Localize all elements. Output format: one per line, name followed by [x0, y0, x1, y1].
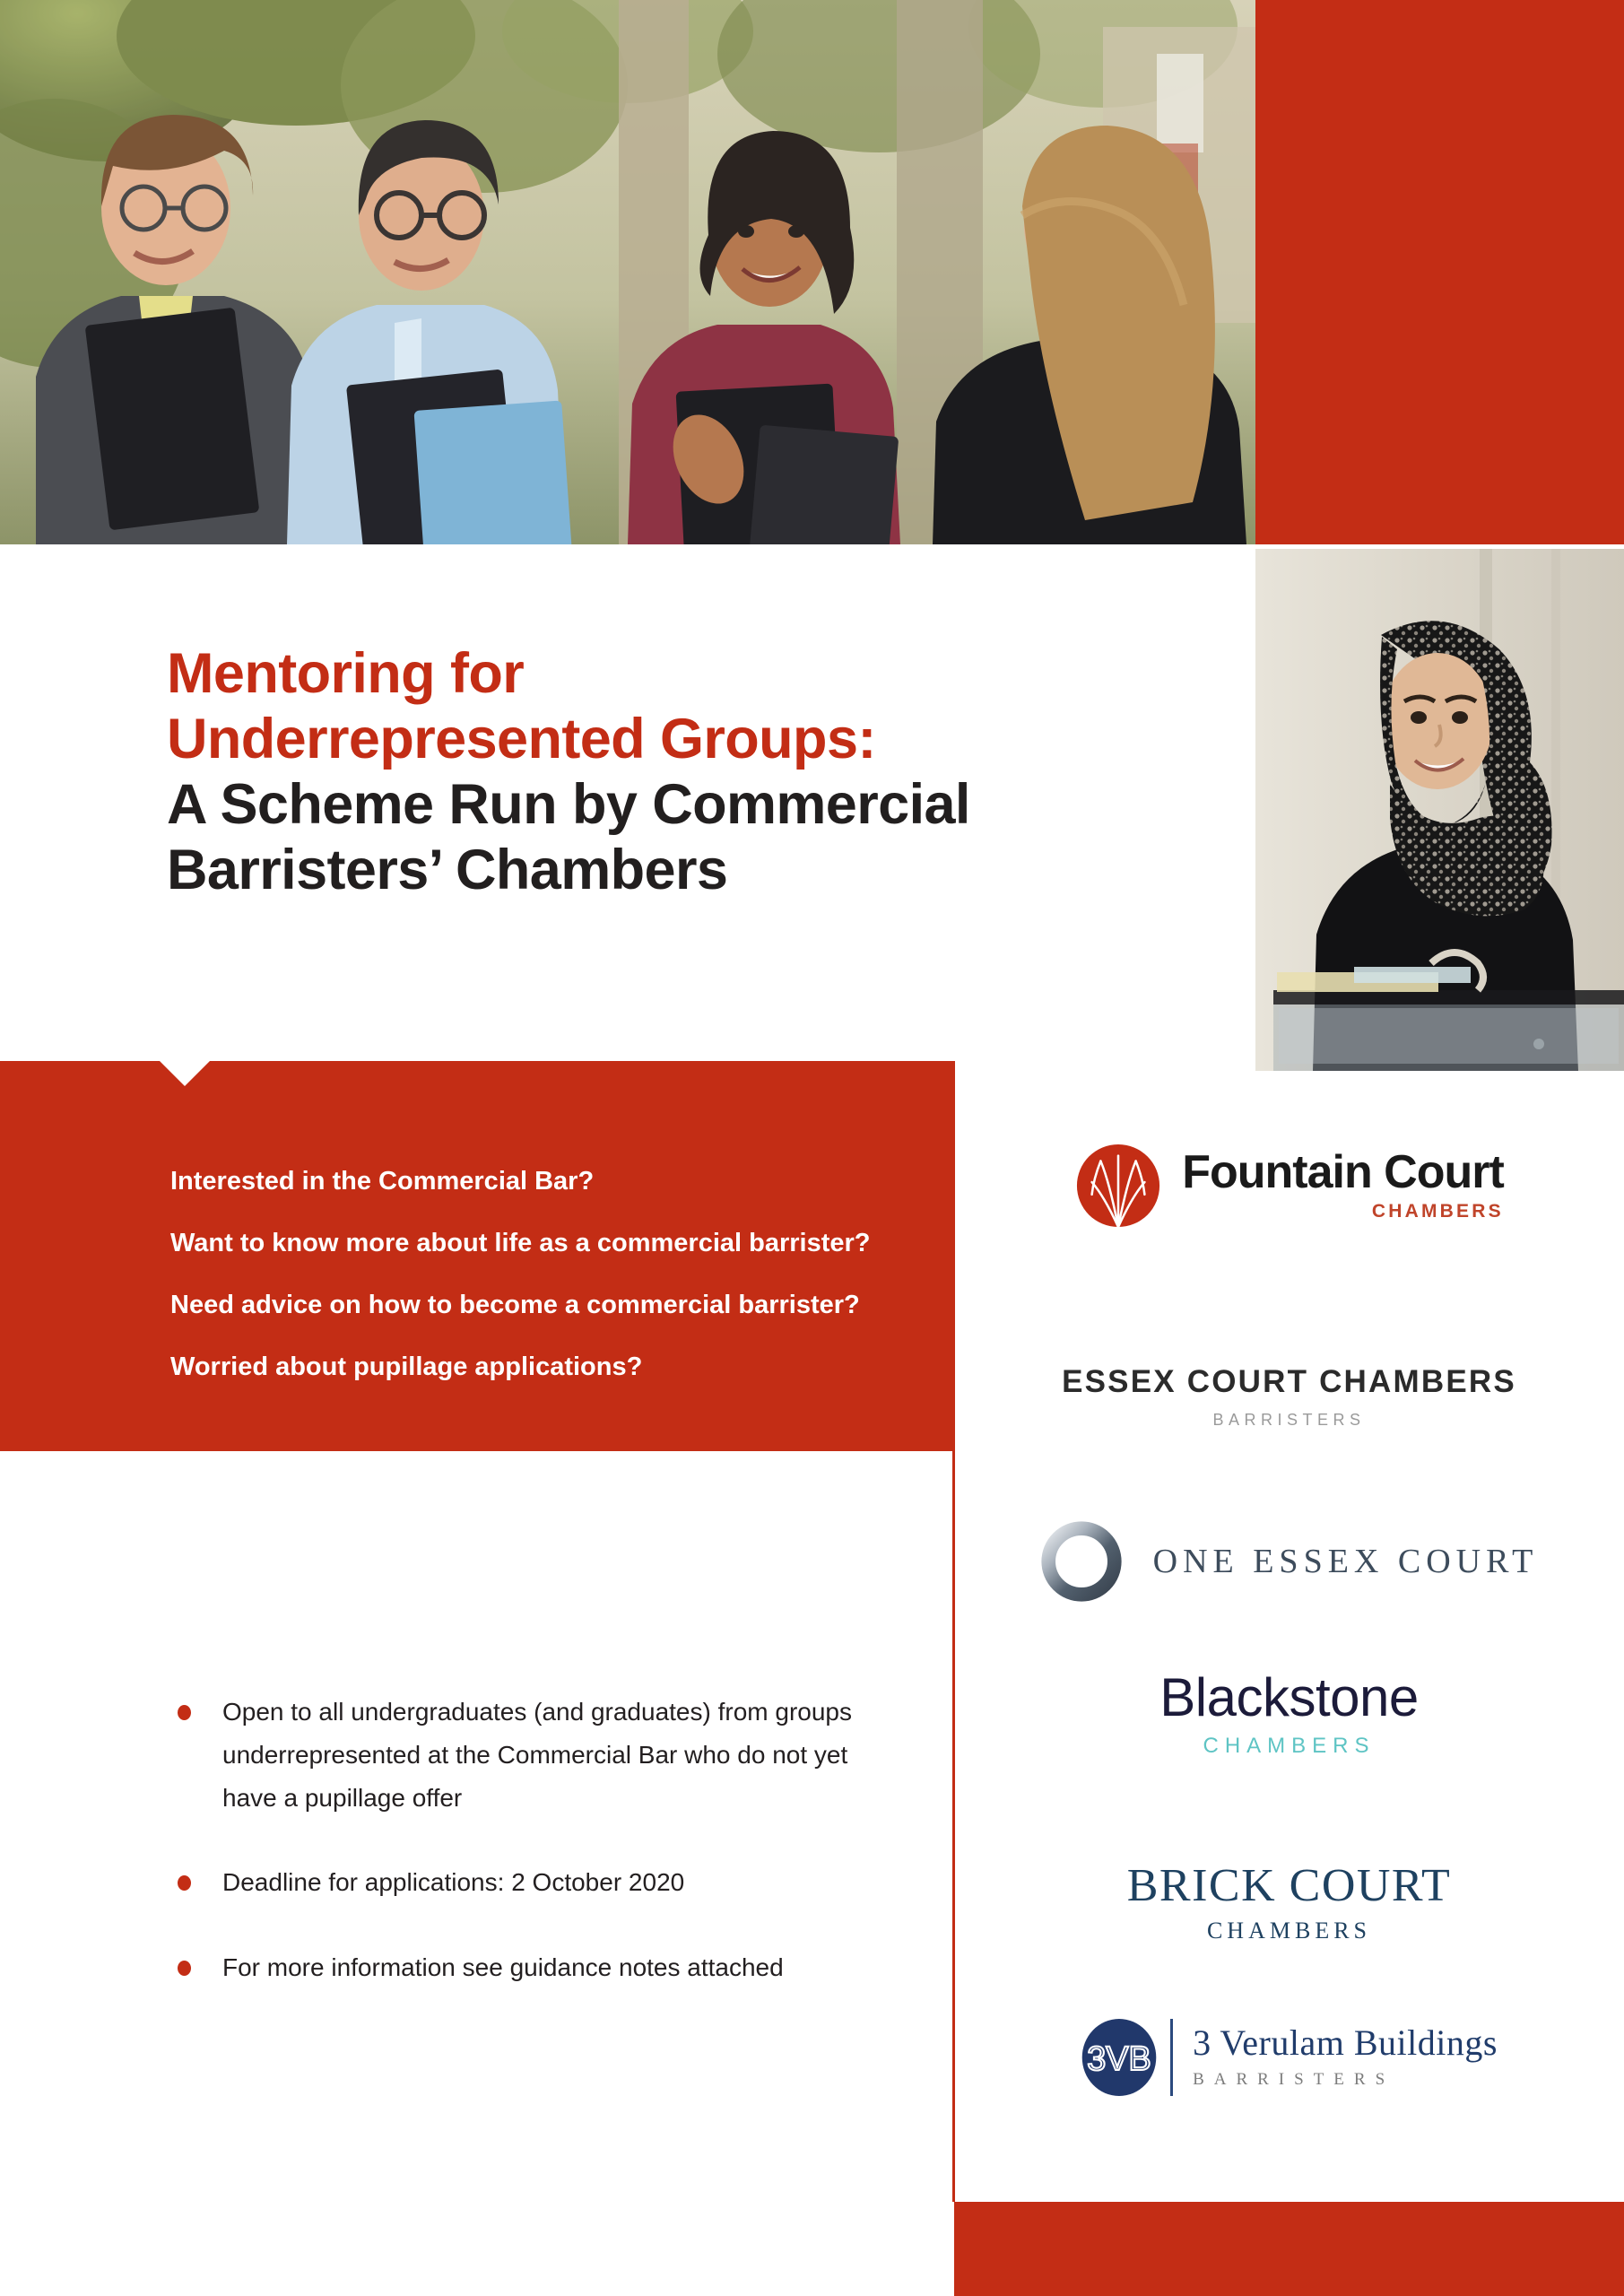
logo-brick-court: [954, 1859, 1624, 1944]
brick-court-name: BRICK COURT: [1126, 1860, 1452, 1911]
verulam-subtitle: BARRISTERS: [1193, 2070, 1395, 2089]
hero-red-block: [1255, 0, 1624, 544]
hero-photo: [0, 0, 1255, 544]
verulam-divider-rule: [1170, 2019, 1173, 2096]
verulam-name: 3 Verulam Buildings: [1193, 2022, 1498, 2063]
fountain-court-subtitle: CHAMBERS: [1371, 1201, 1504, 1222]
one-essex-court-ring-icon: [1040, 1520, 1123, 1603]
bullet-dot-icon: [178, 1875, 191, 1891]
hero-photo-illustration: [0, 0, 1255, 544]
one-essex-court-name: ONE ESSEX COURT: [1152, 1543, 1539, 1580]
fountain-court-mark-icon: [1074, 1142, 1162, 1230]
logo-fountain-court: [954, 1142, 1624, 1230]
details-bullet-list: [170, 1691, 879, 1989]
questions-block: [0, 1061, 952, 1451]
blackstone-name: Blackstone: [1159, 1667, 1419, 1727]
essex-court-subtitle: BARRISTERS: [1212, 1411, 1366, 1429]
logo-blackstone: [954, 1667, 1624, 1759]
list-item-text: For more information see guidance notes attached: [222, 1952, 784, 1981]
page-title: [167, 641, 1171, 903]
list-item-text: Deadline for applications: 2 October 2020: [222, 1868, 685, 1897]
bottom-red-bar: [954, 2202, 1624, 2296]
logo-one-essex-court: [954, 1520, 1624, 1603]
blackstone-subtitle: CHAMBERS: [1203, 1734, 1376, 1758]
logo-essex-court: [954, 1364, 1624, 1430]
chambers-logo-column: [954, 1061, 1624, 2202]
title-line-4: Barristers’ Chambers: [167, 839, 728, 902]
question-item: Need advice on how to become a commercial barrister?: [170, 1291, 860, 1320]
list-item: [170, 1946, 879, 1989]
bullet-dot-icon: [178, 1705, 191, 1720]
list-item: [170, 1691, 879, 1820]
essex-court-name: ESSEX COURT CHAMBERS: [1062, 1364, 1516, 1399]
fountain-court-name: Fountain Court: [1182, 1146, 1504, 1198]
brick-court-subtitle: CHAMBERS: [1206, 1918, 1372, 1944]
title-line-2: Underrepresented Groups:: [167, 708, 876, 771]
question-item: Want to know more about life as a commercial barrister?: [170, 1229, 871, 1258]
list-item: [170, 1861, 879, 1904]
portrait-photo-illustration: [1255, 549, 1624, 1071]
logo-3-verulam-buildings: [954, 2019, 1624, 2096]
bullet-dot-icon: [178, 1961, 191, 1976]
question-item: Interested in the Commercial Bar?: [170, 1167, 595, 1196]
portrait-photo: [1255, 549, 1624, 1071]
verulam-3vb-mark-icon: [1081, 2019, 1158, 2096]
questions-list: [170, 1164, 888, 1386]
title-line-3: A Scheme Run by Commercial: [167, 773, 970, 837]
svg-text:3VB: 3VB: [1087, 2039, 1151, 2078]
title-line-1: Mentoring for: [167, 642, 525, 705]
list-item-text: Open to all undergraduates (and graduates) from groups underrepresented at the Commercial Bar who do not yet have a pupillage offer: [222, 1698, 852, 1813]
question-item: Worried about pupillage applications?: [170, 1352, 643, 1382]
chevron-notch-icon: [160, 1061, 210, 1086]
